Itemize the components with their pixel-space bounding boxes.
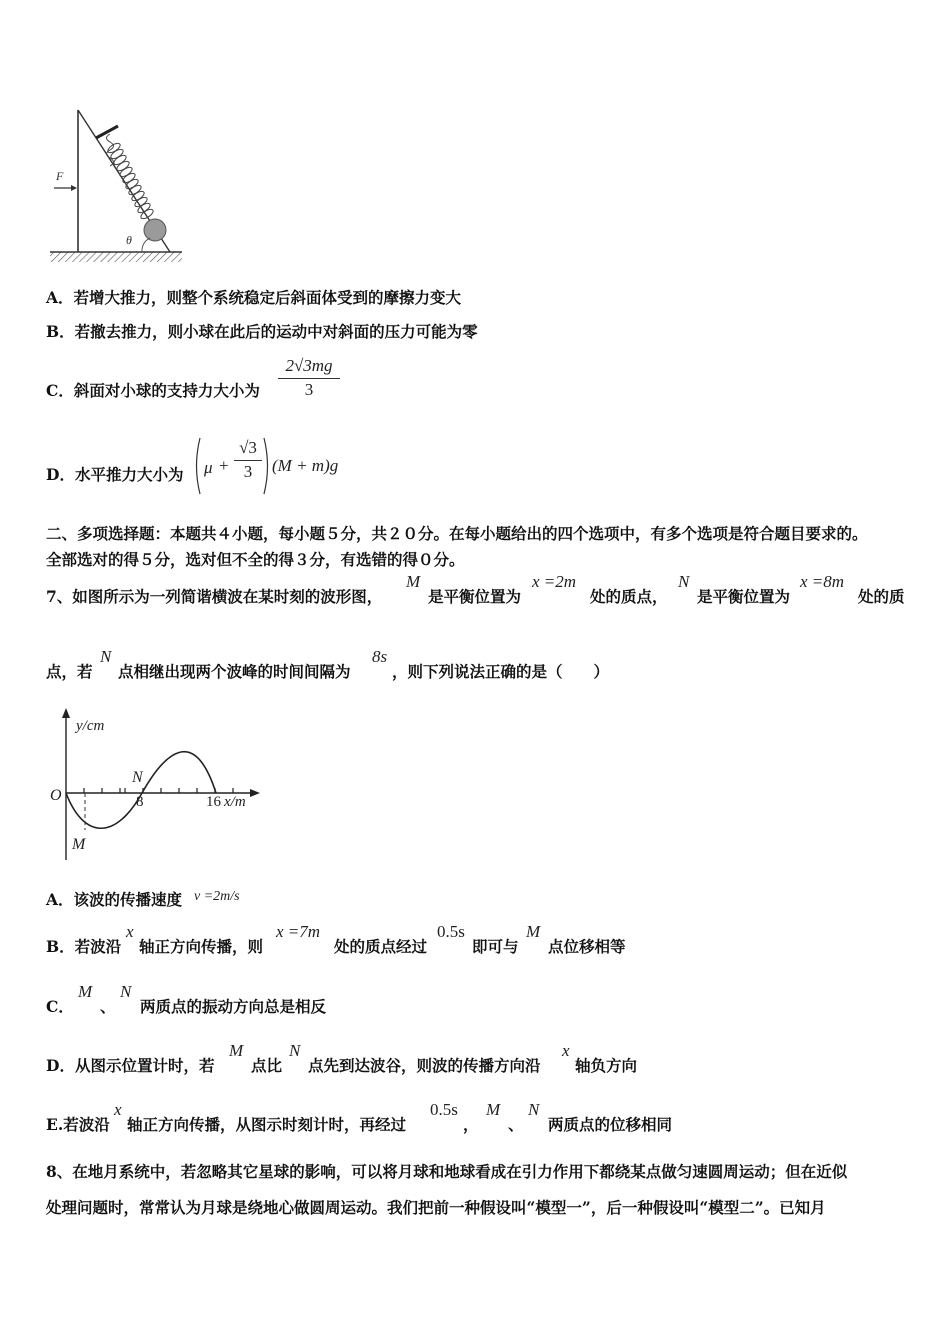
force-label: F (56, 169, 64, 183)
q7-option-e-sep: 、 (508, 1115, 524, 1134)
spring-coils (106, 142, 154, 221)
q7-stem-4: 是平衡位置为 (697, 587, 791, 606)
angle-arc (142, 238, 150, 252)
q6-option-d-fraction (234, 438, 262, 482)
q7-option-a-math: v =2m/s (194, 889, 240, 904)
q7-option-b-3: 处的质点经过 (334, 937, 428, 956)
q6-option-d-denominator: 3 (243, 462, 253, 481)
theta-label: θ (126, 233, 132, 247)
q7-option-b-time: 0.5s (437, 922, 465, 941)
q6-option-c-fraction (278, 356, 340, 400)
wave-figure (44, 704, 268, 864)
force-arrowhead (71, 185, 77, 191)
q7-stem-1: 7、如图所示为一列简谐横波在某时刻的波形图， (46, 587, 383, 606)
q7-option-e-3: 两质点的位移相同 (548, 1115, 673, 1134)
q6-option-b: B．若撤去推力，则小球在此后的运动中对斜面的压力可能为零 (46, 322, 478, 341)
q6-option-d-mu: μ (204, 458, 213, 477)
x-ticks (84, 788, 233, 793)
y-axis-arrow (62, 708, 70, 718)
q7-stem-7: 点相继出现两个波峰的时间间隔为 (118, 662, 351, 681)
q7-stem-5: 处的质 (858, 587, 905, 606)
q7-stem-2: 是平衡位置为 (428, 587, 522, 606)
q7-option-d-4: 轴负方向 (575, 1056, 638, 1075)
q7-option-c-M: M (78, 982, 93, 1001)
q7-option-e-x: x (114, 1100, 122, 1119)
q6-option-c-text: C．斜面对小球的支持力大小为 (46, 381, 260, 400)
q7-option-e-N: N (528, 1100, 540, 1119)
q7-stem-6: 点，若 (46, 662, 93, 681)
q7-option-c-2: 两质点的振动方向总是相反 (140, 997, 327, 1016)
q7-option-e-M: M (486, 1100, 501, 1119)
q7-option-a-text: A．该波的传播速度 (46, 890, 183, 909)
ball (144, 219, 166, 241)
q6-option-d-text: D．水平推力大小为 (46, 465, 184, 484)
q7-option-c-N: N (120, 982, 132, 1001)
q6-option-d-plus: + (219, 456, 229, 475)
q7-N: N (678, 572, 690, 591)
q7-option-b-5: 点位移相等 (548, 937, 626, 956)
q6-option-d-numerator: √3 (234, 438, 262, 461)
q7-option-d-M: M (229, 1041, 244, 1060)
left-paren (192, 436, 202, 496)
q7-M: M (406, 572, 421, 591)
q7-option-d-N: N (289, 1041, 301, 1060)
q7-N2: N (100, 647, 112, 666)
incline-figure (46, 104, 186, 268)
section2-line2: 全部选对的得５分，选对但不全的得３分，有选错的得０分。 (46, 550, 465, 569)
q6-option-c-denominator: 3 (304, 380, 314, 399)
right-paren (262, 436, 272, 496)
y-axis-label: y/cm (76, 718, 105, 734)
m-point-label: M (72, 836, 86, 853)
q7-option-b-4: 即可与 (472, 937, 519, 956)
ground-hatch (50, 252, 182, 262)
q7-option-b-M: M (526, 922, 541, 941)
q7-x2: x =8m (800, 572, 845, 591)
q7-time: 8s (372, 647, 388, 666)
q6-option-c-numerator: 2√3mg (278, 356, 340, 379)
q6-option-a: A．若增大推力，则整个系统稳定后斜面体受到的摩擦力变大 (46, 288, 462, 307)
tick-16-label: 16 (206, 794, 221, 810)
q6-option-d-tail: (M + m)g (272, 456, 339, 475)
q8-line1: 8、在地月系统中，若忽略其它星球的影响，可以将月球和地球看成在引力作用下都绕某点做匀速圆周运动；但在近似 (46, 1162, 848, 1181)
tick-8-label: 8 (136, 794, 144, 810)
q7-x1: x =2m (532, 572, 577, 591)
q7-stem-3: 处的质点， (590, 587, 668, 606)
q7-option-e-1: E.若波沿 (46, 1115, 110, 1134)
q7-option-e-2: 轴正方向传播，从图示时刻计时，再经过 (127, 1115, 407, 1134)
x-axis-arrow (250, 789, 260, 797)
q7-option-b-x: x (126, 922, 134, 941)
q7-option-e-comma: ， (463, 1115, 479, 1134)
wave-curve (66, 752, 216, 829)
q7-option-e-time: 0.5s (430, 1100, 458, 1119)
q7-option-d-2: 点比 (251, 1056, 283, 1075)
q7-option-d-x: x (562, 1041, 570, 1060)
q7-option-c-sep: 、 (100, 997, 116, 1016)
q7-stem-8: ，则下列说法正确的是（ ） (392, 662, 610, 681)
q8-line2: 处理问题时，常常认为月球是绕地心做圆周运动。我们把前一种假设叫“模型一”，后一种假设叫“模型二”。已知月 (46, 1198, 826, 1217)
x-axis-label: x/m (224, 794, 246, 810)
q7-option-d-1: D．从图示位置计时，若 (46, 1056, 215, 1075)
origin-label: O (50, 787, 62, 804)
section2-line1: 二、多项选择题：本题共４小题，每小题５分，共２０分。在每小题给出的四个选项中，有多个选项是符合题目要求的。 (46, 524, 868, 543)
q7-option-b-x7: x =7m (276, 922, 321, 941)
q7-option-c-1: C． (46, 997, 74, 1016)
n-point-label: N (132, 769, 143, 786)
q7-option-d-3: 点先到达波谷，则波的传播方向沿 (308, 1056, 541, 1075)
q7-option-b-1: B．若波沿 (46, 937, 122, 956)
q7-option-b-2: 轴正方向传播，则 (139, 937, 264, 956)
